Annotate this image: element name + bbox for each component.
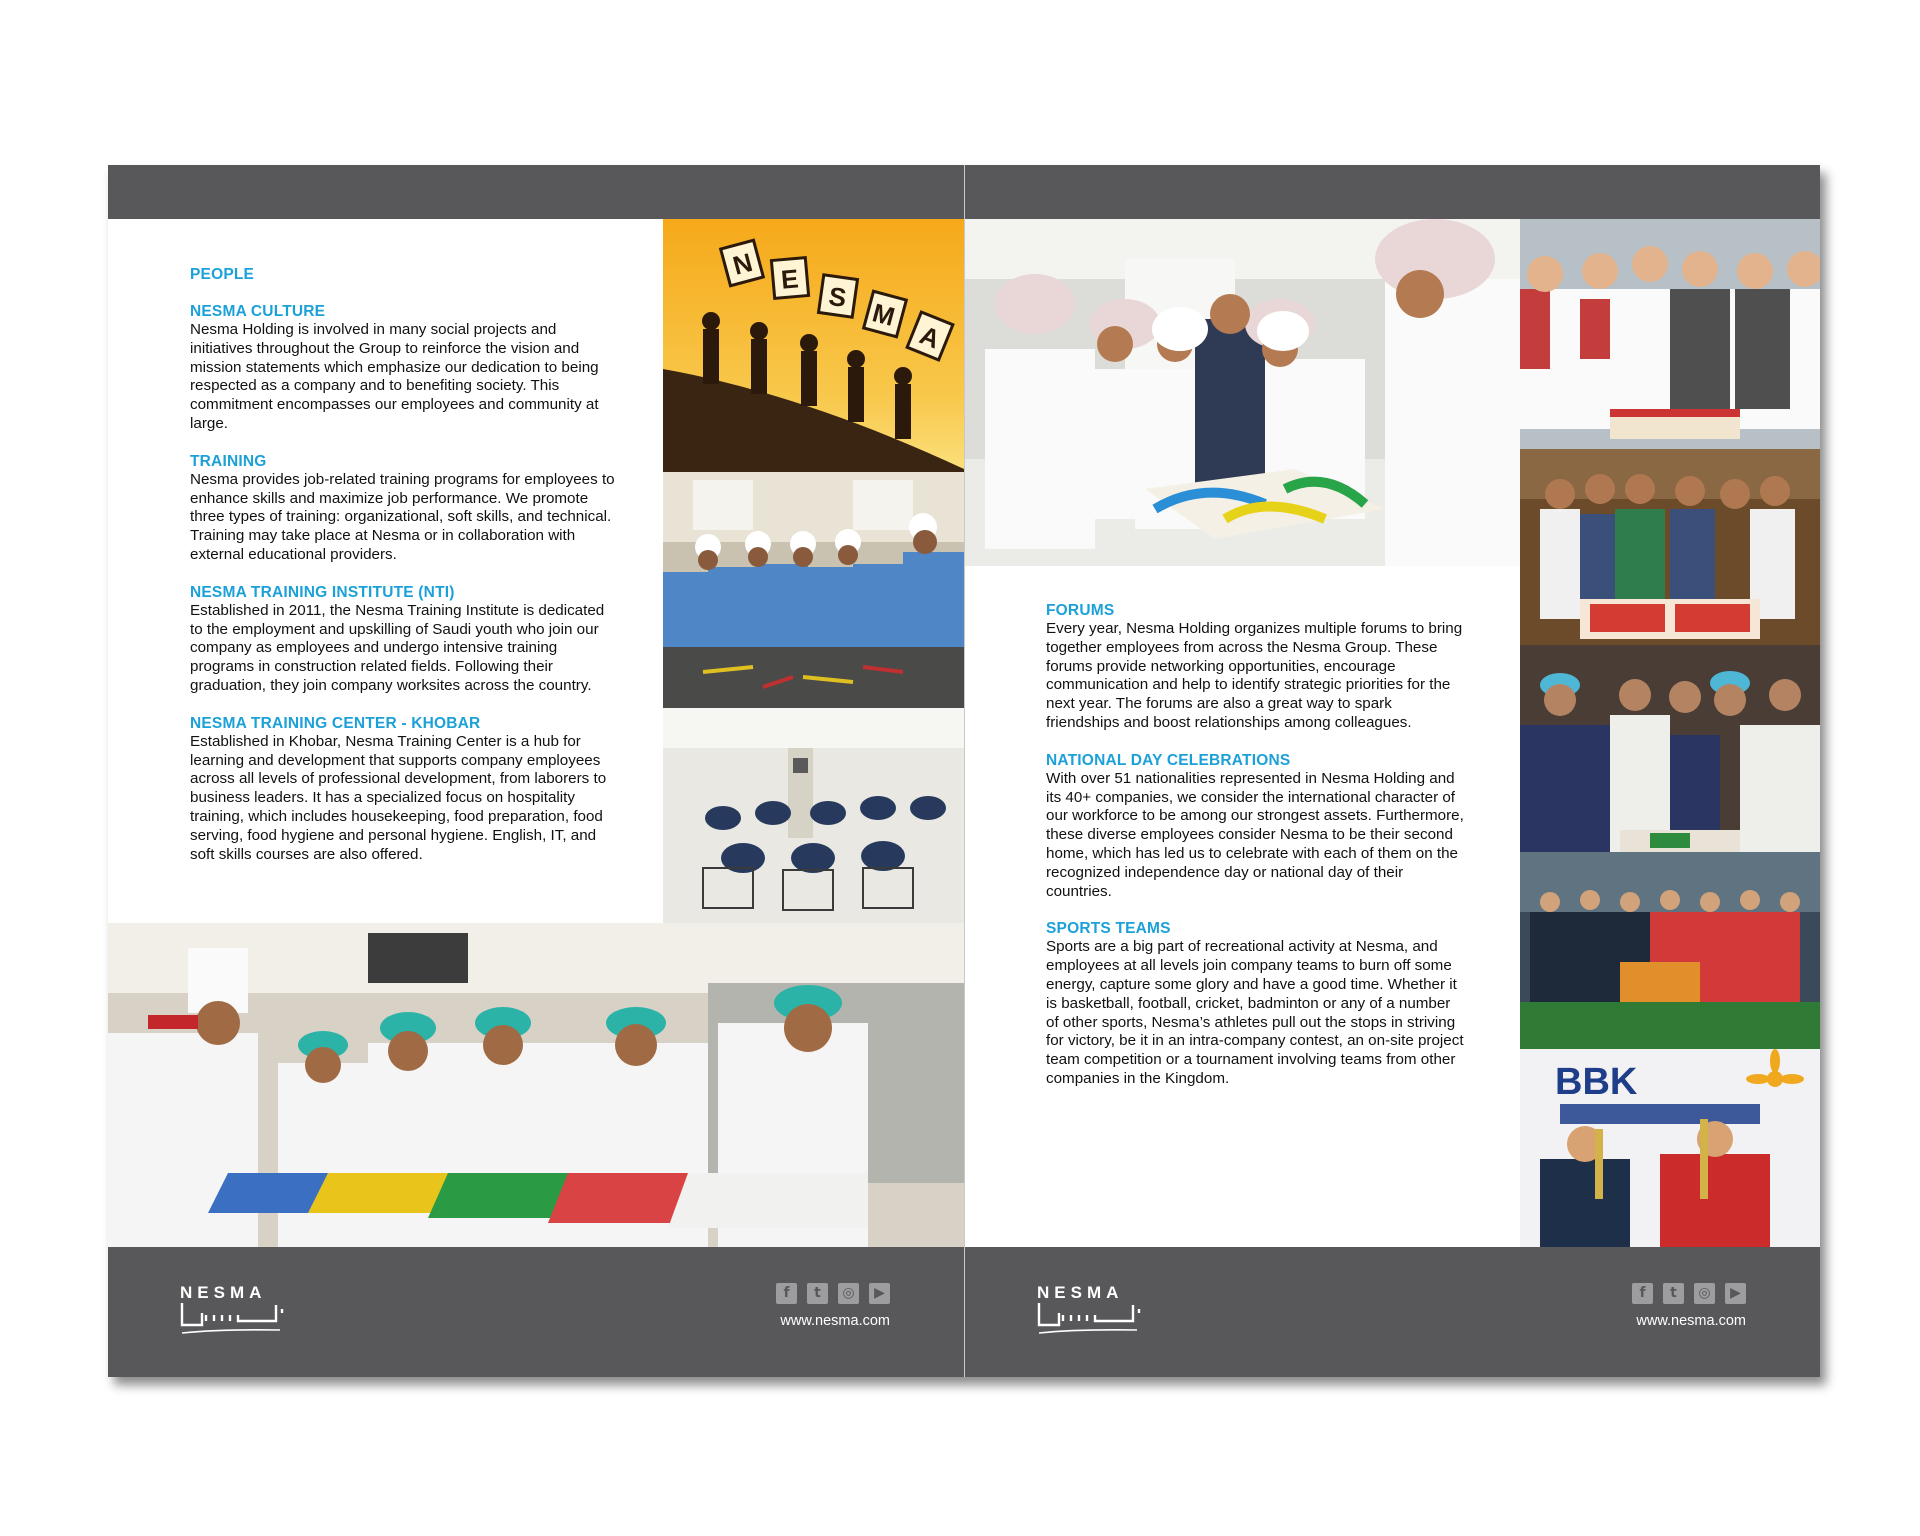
section-body: Nesma Holding is involved in many social projects and initiatives throughout the Group to reinforce the vision and mission statements which emphasize our dedication to being respected as a company and to benefiting society. This commitment encompasses our employees and community at large. [190, 321, 599, 432]
instagram-icon[interactable]: ◎ [1694, 1283, 1715, 1304]
left-page [108, 165, 965, 1377]
classroom-photo [663, 708, 964, 923]
section-body: With over 51 nationalities represented in Nesma Holding and its 40+ companies, we consider the international character of our workforce to be among our strongest assets. Furthermore, these diverse employees consider Nesma to be their second home, which has led us to celebrate with each of them on the recognized independence day or national day of their countries. [1046, 769, 1464, 900]
youtube-icon[interactable]: ▶ [1725, 1283, 1746, 1304]
social-icons [1632, 1283, 1746, 1304]
twitter-icon[interactable]: t [1663, 1283, 1684, 1304]
banner-letter: M [869, 297, 898, 332]
left-text-column [190, 265, 620, 882]
section-title: TRAINING [190, 452, 267, 470]
social-icons [776, 1283, 890, 1304]
twitter-icon[interactable]: t [807, 1283, 828, 1304]
facebook-icon[interactable]: f [776, 1283, 797, 1304]
top-band [965, 165, 1820, 219]
section-khobar [190, 714, 620, 865]
sports-trophy-photo [1520, 1049, 1820, 1247]
section-title: NESMA CULTURE [190, 303, 326, 320]
national-day-cake-photo [1520, 219, 1820, 449]
forum-meeting-photo [965, 219, 1520, 566]
workshop-trainees-photo [663, 472, 964, 708]
football-team-photo [1520, 852, 1820, 1049]
instagram-icon[interactable]: ◎ [838, 1283, 859, 1304]
website-link[interactable]: www.nesma.com [780, 1313, 890, 1329]
section-title: NESMA TRAINING INSTITUTE (NTI) [190, 583, 455, 601]
logo-wordmark: NESMA [1037, 1283, 1124, 1302]
section-sports [1046, 919, 1466, 1088]
section-body: Nesma provides job-related training programs for employees to enhance skills and maximize job performance. We promote three types of training: organizational, soft skills, and technical. Training may take place at Nesma or in collaboration with external educational providers. [190, 470, 615, 563]
section-title: FORUMS [1046, 602, 1115, 619]
banner-letter: E [779, 263, 800, 295]
nesma-logo[interactable] [180, 1283, 292, 1337]
logo-wordmark: NESMA [180, 1283, 267, 1302]
right-page [965, 165, 1820, 1377]
youtube-icon[interactable]: ▶ [869, 1283, 890, 1304]
section-national-day [1046, 751, 1466, 902]
footer-band [965, 1247, 1820, 1377]
banner-letter: A [915, 319, 945, 355]
section-body: Every year, Nesma Holding organizes multiple forums to bring together employees from across the Nesma Group. These forums provide networking opportunities, encourage communication and help to identify strategic priorities for the next year. The forums are also a great way to spark friendships and boost relationships among colleagues. [1046, 620, 1463, 731]
section-title: SPORTS TEAMS [1046, 920, 1171, 938]
sponsor-banner-text: BBK [1555, 1061, 1638, 1103]
section-forums [1046, 601, 1466, 733]
section-training [190, 452, 620, 565]
section-body: Sports are a big part of recreational activity at Nesma, and employees at all levels join company teams to burn off some energy, capture some glory and have a good time. Whether it is basketball, football, cricket, badminton or any of a number of other sports, Nesma’s athletes pull out the stops in striving for victory, be it in an intra-company contest, an on-site project team competition or a tournament involving teams from other companies in the Kingdom. [1046, 938, 1464, 1087]
footer-band [108, 1247, 964, 1377]
top-band [108, 165, 964, 219]
section-culture [190, 302, 620, 434]
cake-cutting-photo [1520, 645, 1820, 852]
logo-mark-icon [1037, 1303, 1149, 1337]
section-body: Established in 2011, the Nesma Training Institute is dedicated to the employment and upskilling of Saudi youth who join our company as employees and undergo intensive training programs in construction related fields. Following their graduation, they join company worksites across the country. [190, 601, 605, 694]
banner-letter: N [729, 246, 756, 281]
chef-training-photo [108, 923, 964, 1247]
section-title: NESMA TRAINING CENTER - KHOBAR [190, 714, 481, 732]
logo-mark-icon [180, 1303, 292, 1337]
celebration-group-photo [1520, 449, 1820, 645]
section-body: Established in Khobar, Nesma Training Center is a hub for learning and development that supports company employees across all levels of professional development, from laborers to business leaders. It has a specialized focus on hospitality training, which includes housekeeping, food preparation, food serving, food hygiene and personal hygiene. English, IT, and soft skills courses are also offered. [190, 732, 607, 863]
page-heading: PEOPLE [190, 266, 255, 283]
website-link[interactable]: www.nesma.com [1636, 1313, 1746, 1329]
nesma-silhouette-photo [663, 219, 964, 472]
facebook-icon[interactable]: f [1632, 1283, 1653, 1304]
section-title: NATIONAL DAY CELEBRATIONS [1046, 751, 1291, 769]
brochure-spread [108, 165, 1820, 1377]
right-text-column [1046, 601, 1466, 1107]
section-nti [190, 583, 620, 696]
nesma-logo[interactable] [1037, 1283, 1149, 1337]
banner-letter: S [826, 280, 849, 314]
